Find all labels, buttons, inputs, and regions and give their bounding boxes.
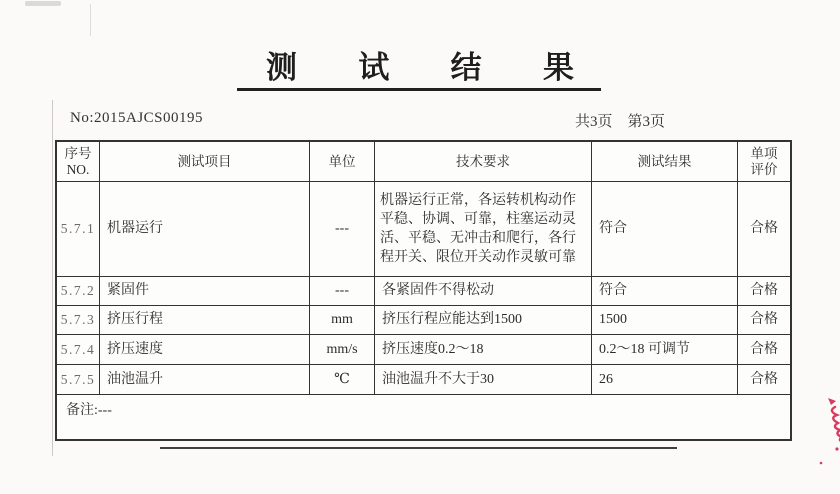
- table-row-evaluation: 合格: [738, 365, 790, 395]
- header-no-line1: 序号: [64, 145, 92, 161]
- scan-smudge: [90, 4, 91, 36]
- document-number: No:2015AJCS00195: [70, 110, 204, 126]
- table-row-result: 1500: [592, 306, 738, 335]
- title-char: 果: [542, 49, 574, 85]
- title-char: 结: [450, 49, 482, 85]
- table-row-no: 5.7.4: [57, 335, 100, 365]
- table-row-item: 挤压行程: [100, 306, 310, 335]
- table-row-unit: mm/s: [310, 335, 375, 365]
- header-eval-line1: 单项: [750, 145, 778, 161]
- stamp-dot-icon: [828, 398, 836, 405]
- header-cell-evaluation: [738, 142, 790, 182]
- page-fold-line: [52, 100, 53, 456]
- header-cell-result: [592, 142, 738, 182]
- header-cell-item: [100, 142, 310, 182]
- table-row-requirement: 油池温升不大于30: [375, 365, 592, 395]
- table-row-result: 26: [592, 365, 738, 395]
- table-row-unit: mm: [310, 306, 375, 335]
- header-cell-no: [57, 142, 100, 182]
- table-row-item: 挤压速度: [100, 335, 310, 365]
- page-title: [240, 46, 600, 85]
- table-row-requirement: 机器运行正常，各运转机构动作平稳、协调、可靠，柱塞运动灵活、平稳、无冲击和爬行，各行程开关、限位开关动作灵敏可靠: [375, 182, 592, 277]
- red-stamp-mark: [816, 392, 840, 470]
- table-row-evaluation: 合格: [738, 335, 790, 365]
- table-row-requirement: 挤压行程应能达到1500: [375, 306, 592, 335]
- table-row-unit: ---: [310, 277, 375, 306]
- header-no-line2: NO.: [66, 161, 90, 177]
- table-row-no: 5.7.5: [57, 365, 100, 395]
- title-char: 试: [358, 49, 390, 85]
- table-row-item: 机器运行: [100, 182, 310, 277]
- header-cell-unit: [310, 142, 375, 182]
- header-eval-line2: 评价: [750, 161, 778, 177]
- table-row-no: 5.7.3: [57, 306, 100, 335]
- table-row-item: 紧固件: [100, 277, 310, 306]
- remark-row: 备注:---: [66, 403, 112, 418]
- table-row-item: 油池温升: [100, 365, 310, 395]
- table-row-requirement: 挤压速度0.2～18: [375, 335, 592, 365]
- page-indicator: 共3页 第3页: [575, 114, 666, 130]
- header-result-label: 测试结果: [637, 153, 692, 169]
- table-row-no: 5.7.2: [57, 277, 100, 306]
- table-row-evaluation: 合格: [738, 306, 790, 335]
- header-item-label: 测试项目: [177, 153, 232, 169]
- header-unit-label: 单位: [328, 153, 356, 169]
- title-underline: [237, 88, 601, 91]
- table-row-no: 5.7.1: [57, 182, 100, 277]
- title-char: 测: [266, 49, 297, 85]
- stamp-dot-icon: [820, 462, 823, 465]
- table-row-result: 0.2～18 可调节: [592, 335, 738, 365]
- stamp-squiggle-icon: [832, 407, 840, 443]
- table-row-evaluation: 合格: [738, 277, 790, 306]
- table-row-evaluation: 合格: [738, 182, 790, 277]
- stamp-dot-icon: [835, 447, 838, 450]
- table-row-unit: ---: [310, 182, 375, 277]
- scan-shadow-line: [160, 447, 677, 449]
- scan-smudge: [25, 1, 61, 6]
- header-cell-requirement: [375, 142, 592, 182]
- table-row-unit: ℃: [310, 365, 375, 395]
- table-row-result: 符合: [592, 277, 738, 306]
- header-requirement-label: 技术要求: [456, 153, 510, 169]
- table-row-requirement: 各紧固件不得松动: [375, 277, 592, 306]
- results-table: [55, 140, 792, 441]
- table-row-result: 符合: [592, 182, 738, 277]
